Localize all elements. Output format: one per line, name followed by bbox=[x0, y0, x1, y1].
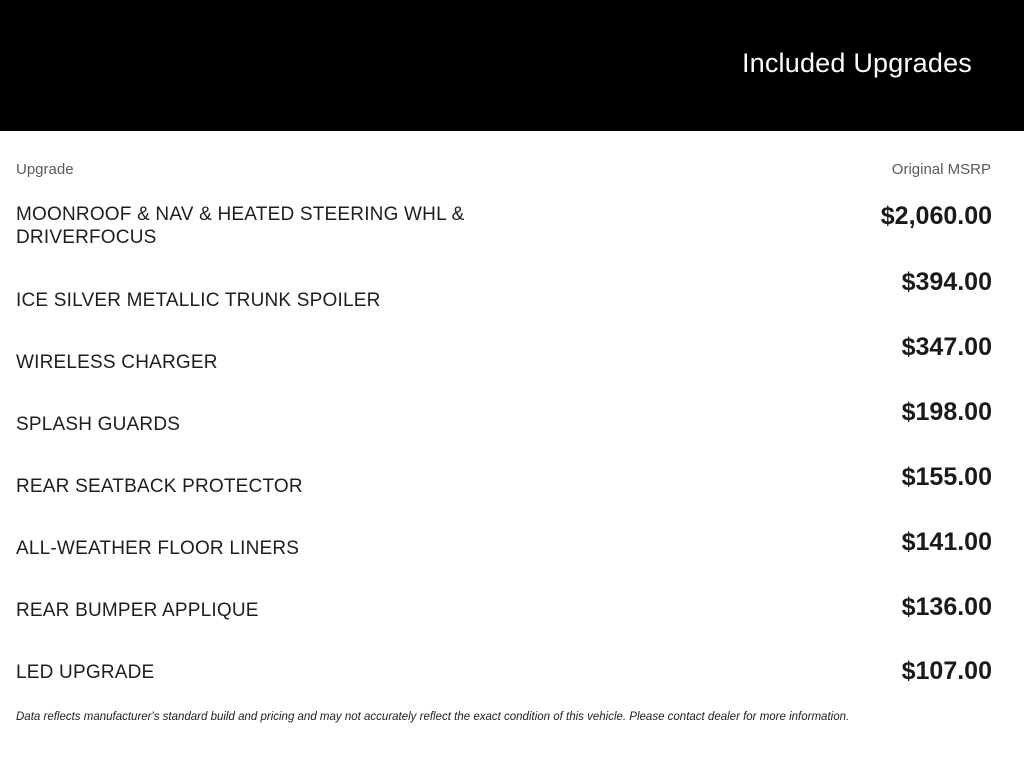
header-bar bbox=[0, 0, 1024, 131]
upgrade-name: ALL-WEATHER FLOOR LINERS bbox=[16, 538, 300, 559]
upgrade-price: $155.00 bbox=[901, 463, 992, 491]
upgrade-price: $107.00 bbox=[901, 657, 992, 685]
upgrade-name: REAR SEATBACK PROTECTOR bbox=[16, 476, 303, 497]
upgrade-price: $2,060.00 bbox=[880, 202, 992, 230]
upgrade-name: WIRELESS CHARGER bbox=[16, 352, 218, 373]
column-header-upgrade: Upgrade bbox=[16, 161, 74, 178]
disclaimer-footnote: Data reflects manufacturer's standard build and pricing and may not accurately reflect the exact condition of this vehicle. Please contact dealer for more information. bbox=[16, 711, 850, 723]
upgrade-price: $394.00 bbox=[901, 268, 992, 296]
upgrade-name: LED UPGRADE bbox=[16, 662, 155, 683]
upgrade-name: REAR BUMPER APPLIQUE bbox=[16, 600, 259, 621]
upgrade-price: $347.00 bbox=[901, 333, 992, 361]
upgrade-price: $136.00 bbox=[901, 593, 992, 621]
upgrade-name: MOONROOF & NAV & HEATED STEERING WHL & DRIVERFOCUS bbox=[16, 204, 465, 248]
upgrade-name: ICE SILVER METALLIC TRUNK SPOILER bbox=[16, 290, 381, 311]
upgrade-name: SPLASH GUARDS bbox=[16, 414, 181, 435]
column-header-msrp: Original MSRP bbox=[891, 161, 991, 178]
page-title: Included Upgrades bbox=[741, 48, 972, 78]
upgrade-price: $198.00 bbox=[901, 398, 992, 426]
upgrade-price: $141.00 bbox=[901, 528, 992, 556]
